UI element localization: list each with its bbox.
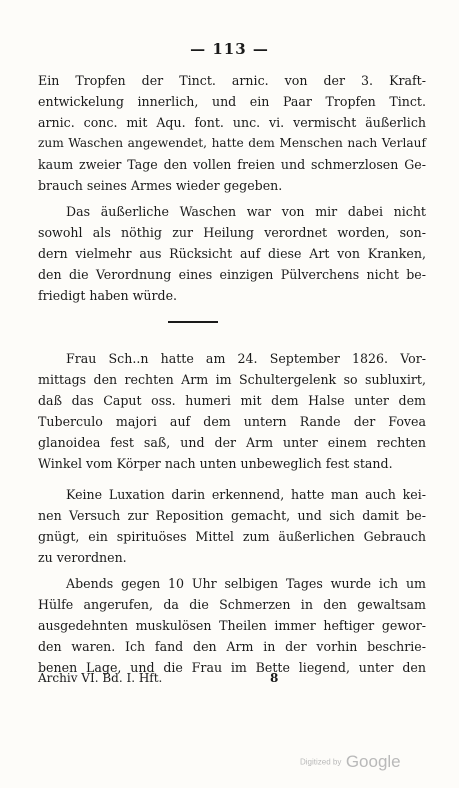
text-line: Abends gegen 10 Uhr selbigen Tages wurde ich um bbox=[66, 576, 426, 591]
paragraph-case-frau-sch bbox=[38, 348, 426, 474]
watermark-prefix: Digitized by bbox=[300, 757, 342, 767]
text-line: ausgedehnten muskulösen Theilen immer heftiger gewor- bbox=[38, 618, 426, 633]
text-line: Hülfe angerufen, da die Schmerzen in den gewaltsam bbox=[38, 597, 426, 612]
text-line: zum Waschen angewendet, hatte dem Menschen nach Verlauf bbox=[38, 136, 426, 150]
paragraph-external-washing bbox=[38, 201, 426, 306]
page-number: — 113 — bbox=[190, 40, 269, 58]
text-line: Frau Sch..n hatte am 24. September 1826. Vor- bbox=[66, 351, 426, 366]
digitization-watermark bbox=[300, 752, 401, 772]
text-line: glanoidea fest saß, und der Arm unter einem rechten bbox=[38, 435, 426, 450]
text-line: mittags den rechten Arm im Schultergelenk so subluxirt, bbox=[38, 372, 426, 387]
paragraph-evening-call bbox=[38, 573, 426, 678]
text-line: Ein Tropfen der Tinct. arnic. von der 3. Kraft- bbox=[38, 73, 426, 88]
text-line: kaum zweier Tage den vollen freien und schmerzlosen Ge- bbox=[38, 157, 426, 172]
paragraph-no-luxation bbox=[38, 484, 426, 568]
text-line: arnic. conc. mit Aqu. font. unc. vi. vermischt äußerlich bbox=[38, 115, 426, 130]
text-line: daß das Caput oss. humeri mit dem Halse unter dem bbox=[38, 393, 426, 408]
journal-reference: Archiv VI. Bd. I. Hft. bbox=[38, 671, 163, 685]
text-line: zu verordnen. bbox=[38, 550, 127, 565]
text-line: friedigt haben würde. bbox=[38, 288, 178, 303]
text-line: dern vielmehr aus Rücksicht auf diese Art von Kranken, bbox=[38, 246, 426, 261]
signature-mark: 8 bbox=[270, 671, 279, 685]
watermark-brand: Google bbox=[345, 752, 401, 771]
paragraph-arnica-treatment bbox=[38, 70, 426, 196]
text-line: brauch seines Armes wieder gegeben. bbox=[38, 178, 283, 193]
page-footer bbox=[38, 668, 426, 688]
text-line: Das äußerliche Waschen war von mir dabei nicht bbox=[66, 204, 426, 219]
text-line: benen Lage, und die Frau im Bette liegend, unter den bbox=[38, 660, 426, 675]
text-line: Keine Luxation darin erkennend, hatte man auch kei- bbox=[66, 487, 426, 502]
text-line: Winkel vom Körper nach unten unbeweglich fest stand. bbox=[38, 456, 393, 471]
text-line: den waren. Ich fand den Arm in der vorhin beschrie- bbox=[38, 639, 426, 654]
text-line: den die Verordnung eines einzigen Pülverchens nicht be- bbox=[38, 267, 426, 282]
text-line: gnügt, ein spirituöses Mittel zum äußerlichen Gebrauch bbox=[38, 529, 426, 544]
text-line: Tuberculo majori auf dem untern Rande der Fovea bbox=[38, 414, 426, 429]
section-divider bbox=[168, 321, 218, 323]
text-line: sowohl als nöthig zur Heilung verordnet worden, son- bbox=[38, 225, 426, 240]
text-line: entwickelung innerlich, und ein Paar Tropfen Tinct. bbox=[38, 94, 426, 109]
text-line: nen Versuch zur Reposition gemacht, und sich damit be- bbox=[38, 508, 426, 523]
